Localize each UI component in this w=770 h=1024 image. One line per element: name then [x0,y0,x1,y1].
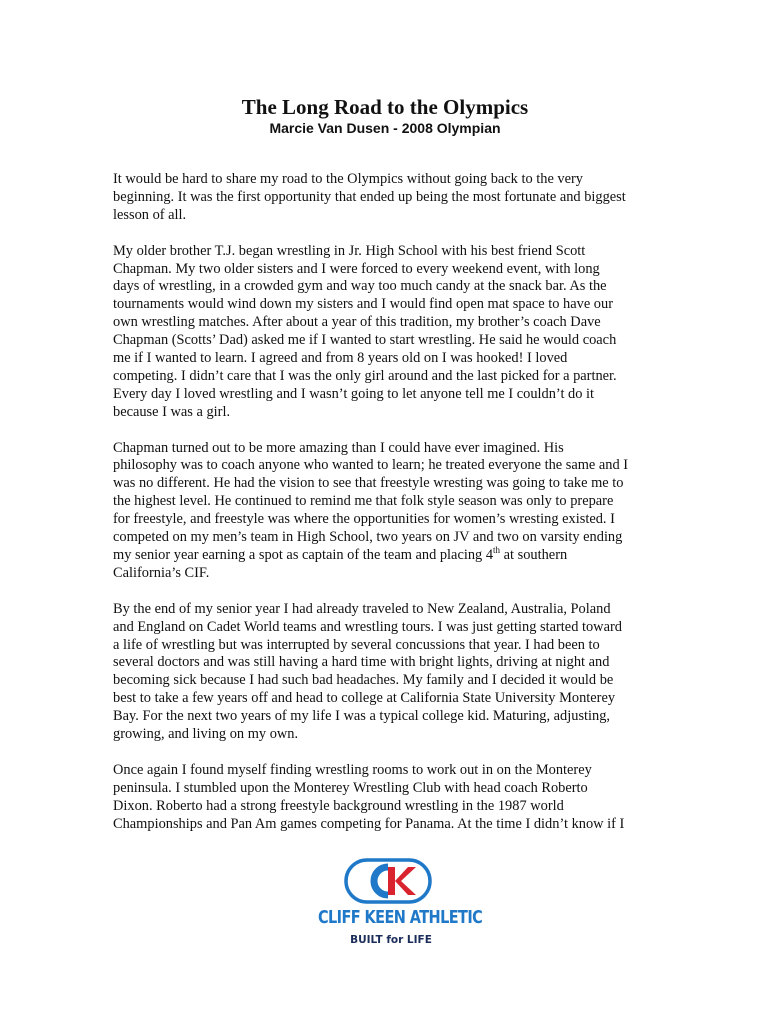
text-line: philosophy was to coach anyone who wanted to learn; he treated everyone the same and I [113,457,629,474]
text-line [113,547,661,565]
text-segment: my senior year earning a spot as captain of the team and placing 4 [113,547,494,563]
text-line: growing, and living on my own. [113,726,299,743]
text-line: for freestyle, and freestyle was where the opportunities for women’s wresting existed. I [113,511,615,528]
text-line: Dixon. Roberto had a strong freestyle background wrestling in the 1987 world [113,797,564,814]
text-line: was no different. He had the vision to see that freestyle wresting was going to take me to [113,475,624,492]
text-line: several doctors and was still having a hard time with bright lights, driving at night and [113,654,610,671]
paragraph [113,440,661,583]
text-line: Every day I loved wrestling and I wasn’t going to let anyone tell me I couldn’t do it [113,385,595,402]
brand-name: CLIFF KEEN ATHLETIC [318,908,483,928]
ck-logo-mark [344,858,432,904]
text-line: By the end of my senior year I had already traveled to New Zealand, Australia, Poland [113,600,611,617]
paragraph [113,601,661,744]
text-line: Championships and Pan Am games competing for Panama. At the time I didn’t know if I [113,815,625,832]
text-line: My older brother T.J. began wrestling in Jr. High School with his best friend Scott [113,242,586,259]
text-line: becoming sick because I had such bad headaches. My family and I decided it would be [113,672,614,689]
paragraph [113,762,661,834]
text-line: own wrestling matches. After about a year of this tradition, my brother’s coach Dave [113,314,601,331]
text-line: Bay. For the next two years of my life I was a typical college kid. Maturing, adjusting, [113,708,611,725]
paragraph [113,243,661,422]
text-line: lesson of all. [113,206,187,223]
text-segment: at southern [500,547,568,563]
text-line: Chapman turned out to be more amazing than I could have ever imagined. His [113,439,564,456]
text-line: best to take a few years off and head to college at California State University Monterey [113,690,616,707]
text-line: tournaments would wind down my sisters and I would find open mat space to have our [113,296,613,313]
document-title: The Long Road to the Olympics [241,95,529,119]
text-line: Chapman. My two older sisters and I were forced to every weekend event, with long [113,260,600,277]
text-line: competing. I didn’t care that I was the only girl around and the last picked for a partner. [113,367,617,384]
paragraph [113,171,661,225]
text-line: Chapman (Scotts’ Dad) asked me if I wanted to start wrestling. He said he would coach [113,332,617,349]
text-line: the highest level. He continued to remind me that folk style season was only to prepare [113,493,614,510]
text-line: competed on my men’s team in High School, two years on JV and two on varsity ending [113,529,623,546]
text-line: peninsula. I stumbled upon the Monterey Wrestling Club with head coach Roberto [113,779,588,796]
document-subtitle: Marcie Van Dusen - 2008 Olympian [269,120,501,136]
text-line: beginning. It was the first opportunity that ended up being the most fortunate and biggest [113,188,626,205]
brand-tagline: BUILT for LIFE [350,934,432,946]
text-line: California’s CIF. [113,564,210,581]
document-body [113,171,661,851]
text-line: and England on Cadet World teams and wrestling tours. I was just getting started toward [113,618,622,635]
text-line: It would be hard to share my road to the Olympics without going back to the very [113,171,583,187]
text-line: a life of wrestling but was interrupted by several concussions that year. I had been to [113,636,600,653]
text-line: because I was a girl. [113,403,231,420]
superscript-ordinal: th [493,545,501,556]
text-line: days of wrestling, in a crowded gym and way too much candy at the snack bar. As the [113,278,607,295]
text-line: Once again I found myself finding wrestling rooms to work out in on the Monterey [113,761,592,778]
cliff-keen-logo [318,858,483,950]
text-line: me if I wanted to learn. I agreed and from 8 years old on I was hooked! I loved [113,350,568,367]
